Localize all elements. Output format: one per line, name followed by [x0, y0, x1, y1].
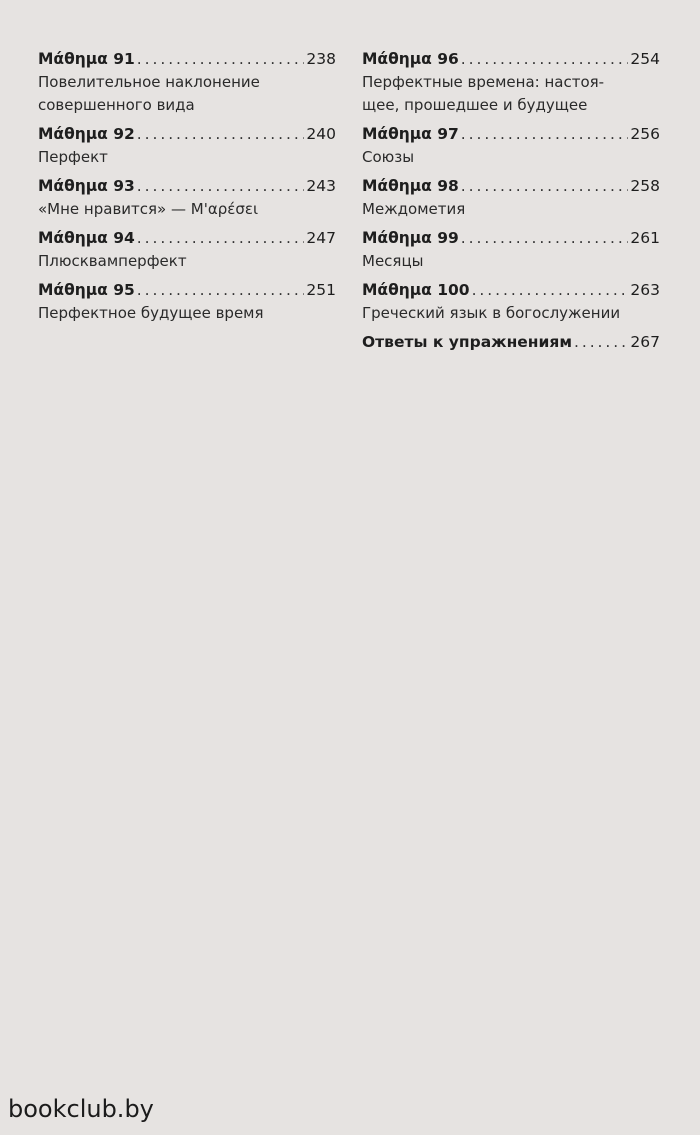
lesson-topic: Плюсквамперфект — [38, 252, 187, 270]
page-number: 258 — [630, 177, 660, 195]
lesson-topic: «Мне нравится» — Μ'αρέσει — [38, 200, 259, 218]
lesson-title: Μάθημα 92 — [38, 125, 135, 143]
page-number: 238 — [306, 50, 336, 68]
lesson-topic: щее, прошедшее и будущее — [362, 96, 588, 114]
lesson-topic: совершенного вида — [38, 96, 195, 114]
lesson-title: Μάθημα 98 — [362, 177, 459, 195]
toc-entry-heading — [38, 48, 336, 71]
dot-leader — [137, 123, 305, 146]
page-number: 263 — [630, 281, 660, 299]
dot-leader — [461, 123, 629, 146]
page-number: 247 — [306, 229, 336, 247]
page-number: 261 — [630, 229, 660, 247]
toc-entry — [38, 279, 336, 325]
toc-entry-heading — [38, 175, 336, 198]
lesson-topic: Повелительное наклонение — [38, 73, 260, 91]
dot-leader — [137, 48, 305, 71]
lesson-title: Ответы к упражнениям — [362, 333, 572, 351]
toc-entry-heading — [38, 227, 336, 250]
toc-entry-heading — [38, 279, 336, 302]
lesson-topic: Междометия — [362, 200, 466, 218]
toc-entry — [38, 175, 336, 221]
page-number: 251 — [306, 281, 336, 299]
watermark: bookclub.by — [8, 1095, 154, 1123]
toc-entry-heading — [38, 123, 336, 146]
page-number: 240 — [306, 125, 336, 143]
page-number: 267 — [630, 333, 660, 351]
toc-entry — [362, 227, 660, 273]
lesson-title: Μάθημα 97 — [362, 125, 459, 143]
toc-column-right — [362, 48, 660, 360]
toc-entry-heading — [362, 123, 660, 146]
lesson-topic: Перфект — [38, 148, 108, 166]
page-number: 254 — [630, 50, 660, 68]
toc-entry — [362, 48, 660, 117]
lesson-title: Μάθημα 95 — [38, 281, 135, 299]
toc-entry — [362, 175, 660, 221]
toc-entry-heading — [362, 48, 660, 71]
dot-leader — [137, 175, 305, 198]
toc-entry-heading — [362, 279, 660, 302]
dot-leader — [461, 227, 629, 250]
page-number: 243 — [306, 177, 336, 195]
toc-column-left — [38, 48, 336, 331]
dot-leader — [461, 48, 629, 71]
toc-entry — [362, 123, 660, 169]
lesson-title: Μάθημα 91 — [38, 50, 135, 68]
dot-leader — [137, 279, 305, 302]
page-number: 256 — [630, 125, 660, 143]
lesson-topic: Союзы — [362, 148, 415, 166]
lesson-title: Μάθημα 94 — [38, 229, 135, 247]
dot-leader — [574, 331, 628, 354]
dot-leader — [472, 279, 629, 302]
lesson-title: Μάθημα 93 — [38, 177, 135, 195]
lesson-title: Μάθημα 100 — [362, 281, 470, 299]
toc-entry — [38, 48, 336, 117]
toc-entry-heading — [362, 175, 660, 198]
toc-entry — [362, 331, 660, 354]
dot-leader — [461, 175, 629, 198]
toc-entry-heading — [362, 331, 660, 354]
lesson-topic: Греческий язык в богослужении — [362, 304, 621, 322]
toc-entry-heading — [362, 227, 660, 250]
lesson-topic: Месяцы — [362, 252, 424, 270]
lesson-title: Μάθημα 96 — [362, 50, 459, 68]
lesson-topic: Перфектные времена: настоя- — [362, 73, 605, 91]
toc-entry — [362, 279, 660, 325]
dot-leader — [137, 227, 305, 250]
lesson-topic: Перфектное будущее время — [38, 304, 264, 322]
lesson-title: Μάθημα 99 — [362, 229, 459, 247]
toc-entry — [38, 227, 336, 273]
toc-entry — [38, 123, 336, 169]
